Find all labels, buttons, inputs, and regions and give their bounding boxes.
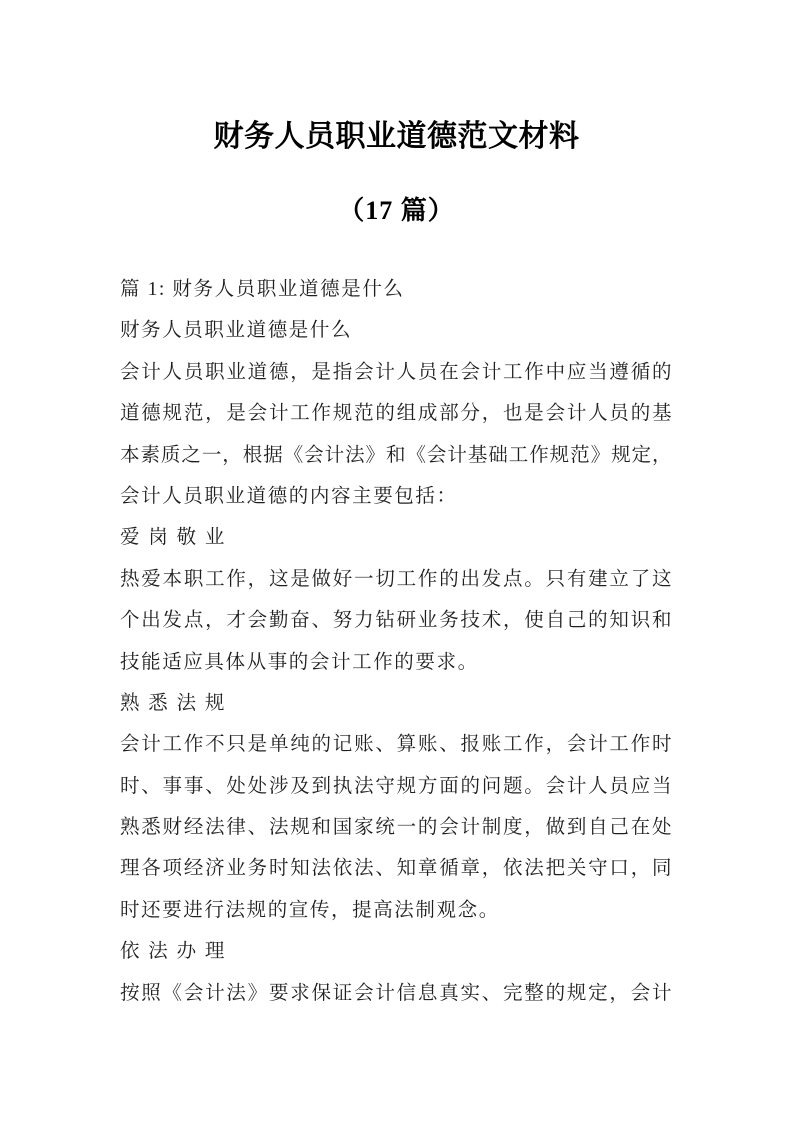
body-line: 时、事事、处处涉及到执法守规方面的问题。会计人员应当 (120, 775, 672, 797)
body-line: 会计工作不只是单纯的记账、算账、报账工作，会计工作时 (120, 734, 672, 756)
body-line: 熟悉财经法律、法规和国家统一的会计制度，做到自己在处 (120, 817, 672, 839)
body-line: 道德规范，是会计工作规范的组成部分，也是会计人员的基 (120, 403, 672, 425)
document-title: 财务人员职业道德范文材料 (213, 120, 580, 153)
body-line: 会计人员职业道德的内容主要包括： (120, 485, 458, 507)
body-line: 篇 1: 财务人员职业道德是什么 (120, 279, 405, 300)
body-line: 熟悉法规 (120, 692, 234, 714)
body-line: 依法办理 (120, 941, 234, 963)
body-line: 按照《会计法》要求保证会计信息真实、完整的规定，会计 (120, 982, 672, 1004)
document-subtitle: （17 篇） (338, 196, 455, 225)
body-line: 技能适应具体从事的会计工作的要求。 (120, 651, 479, 673)
body-line: 时还要进行法规的宣传，提高法制观念。 (120, 899, 500, 921)
body-line: 个出发点，才会勤奋、努力钻研业务技术，使自己的知识和 (120, 610, 672, 632)
body-line: 热爱本职工作，这是做好一切工作的出发点。只有建立了这 (120, 568, 672, 590)
body-text (120, 269, 672, 1014)
body-line: 理各项经济业务时知法依法、知章循章，依法把关守口，同 (120, 858, 672, 880)
body-line: 财务人员职业道德是什么 (120, 320, 353, 342)
body-line: 爱岗敬业 (120, 527, 234, 549)
body-line: 本素质之一，根据《会计法》和《会计基础工作规范》规定， (120, 444, 672, 466)
body-line: 会计人员职业道德，是指会计人员在会计工作中应当遵循的 (120, 361, 672, 383)
